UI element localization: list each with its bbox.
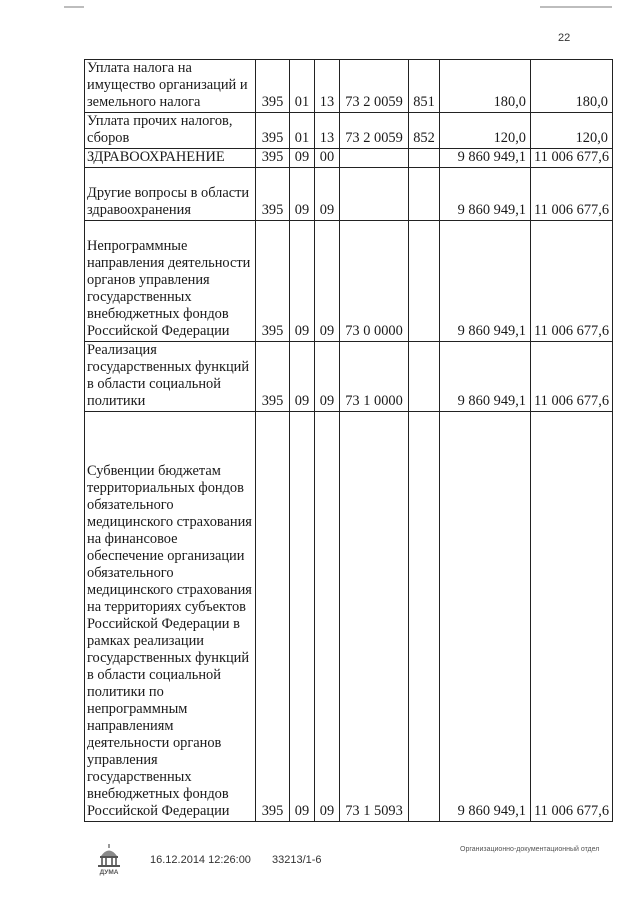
row-ved: 395 <box>256 342 290 412</box>
row-name: ЗДРАВООХРАНЕНИЕ <box>85 149 256 168</box>
row-ved: 395 <box>256 221 290 342</box>
row-rz: 09 <box>290 149 315 168</box>
row-pr: 09 <box>315 168 340 221</box>
row-ved: 395 <box>256 149 290 168</box>
row-rz: 09 <box>290 342 315 412</box>
row-pr: 13 <box>315 60 340 113</box>
row-pr: 09 <box>315 221 340 342</box>
row-name: Другие вопросы в области здравоохранения <box>85 168 256 221</box>
table-row <box>85 342 613 412</box>
row-ved: 395 <box>256 168 290 221</box>
footer-department: Организационно-документационный отдел <box>460 846 600 853</box>
row-pr: 00 <box>315 149 340 168</box>
row-vr: 852 <box>409 113 440 149</box>
scan-mark-left <box>64 6 84 8</box>
row-vr: 851 <box>409 60 440 113</box>
logo-caption: ДУМА <box>99 869 119 876</box>
row-csr <box>340 168 409 221</box>
row-csr <box>340 149 409 168</box>
row-csr: 73 1 0000 <box>340 342 409 412</box>
table-row <box>85 149 613 168</box>
table-row <box>85 113 613 149</box>
row-ved: 395 <box>256 60 290 113</box>
row-sum-1: 9 860 949,1 <box>440 221 531 342</box>
row-ved: 395 <box>256 113 290 149</box>
row-sum-2: 11 006 677,6 <box>531 412 613 822</box>
row-name: Реализация государственных функций в области социальной политики <box>85 342 256 412</box>
row-pr: 09 <box>315 412 340 822</box>
scan-mark-right <box>540 6 612 8</box>
row-name: Непрограммные направления деятельности органов управления государственных внебюджетных фондов Российской Федерации <box>85 221 256 342</box>
row-vr <box>409 221 440 342</box>
footer-datetime: 16.12.2014 12:26:00 <box>150 854 251 866</box>
row-pr: 09 <box>315 342 340 412</box>
row-rz: 09 <box>290 168 315 221</box>
row-csr: 73 1 5093 <box>340 412 409 822</box>
table-row <box>85 221 613 342</box>
row-name: Уплата прочих налогов, сборов <box>85 113 256 149</box>
row-sum-2: 180,0 <box>531 60 613 113</box>
table-row <box>85 412 613 822</box>
row-sum-1: 9 860 949,1 <box>440 149 531 168</box>
row-csr: 73 2 0059 <box>340 60 409 113</box>
page-footer <box>84 846 624 886</box>
row-sum-1: 120,0 <box>440 113 531 149</box>
row-vr <box>409 412 440 822</box>
row-sum-2: 120,0 <box>531 113 613 149</box>
row-sum-2: 11 006 677,6 <box>531 149 613 168</box>
row-vr <box>409 149 440 168</box>
row-vr <box>409 168 440 221</box>
row-csr: 73 2 0059 <box>340 113 409 149</box>
row-sum-1: 180,0 <box>440 60 531 113</box>
row-ved: 395 <box>256 412 290 822</box>
row-name: Уплата налога на имущество организаций и земельного налога <box>85 60 256 113</box>
row-csr: 73 0 0000 <box>340 221 409 342</box>
footer-doc-number: 33213/1-6 <box>272 854 322 866</box>
table-row <box>85 168 613 221</box>
row-sum-2: 11 006 677,6 <box>531 342 613 412</box>
duma-logo-icon <box>94 842 124 876</box>
table-row <box>85 60 613 113</box>
row-pr: 13 <box>315 113 340 149</box>
row-rz: 01 <box>290 60 315 113</box>
row-vr <box>409 342 440 412</box>
page-number: 22 <box>558 32 571 44</box>
row-rz: 09 <box>290 412 315 822</box>
row-rz: 09 <box>290 221 315 342</box>
row-sum-2: 11 006 677,6 <box>531 168 613 221</box>
row-name: Субвенции бюджетам территориальных фондов обязательного медицинского страхования на финансовое обеспечение организации обязательного медицинского страхования на территориях субъектов Российской Федерации в рамках реализации государственных функций в области социальной политики по непрограммным направлениям деятельности органов управления государственных внебюджетных фондов Российской Федерации <box>85 412 256 822</box>
row-sum-2: 11 006 677,6 <box>531 221 613 342</box>
row-sum-1: 9 860 949,1 <box>440 168 531 221</box>
row-sum-1: 9 860 949,1 <box>440 342 531 412</box>
row-sum-1: 9 860 949,1 <box>440 412 531 822</box>
budget-table <box>84 59 613 822</box>
row-rz: 01 <box>290 113 315 149</box>
